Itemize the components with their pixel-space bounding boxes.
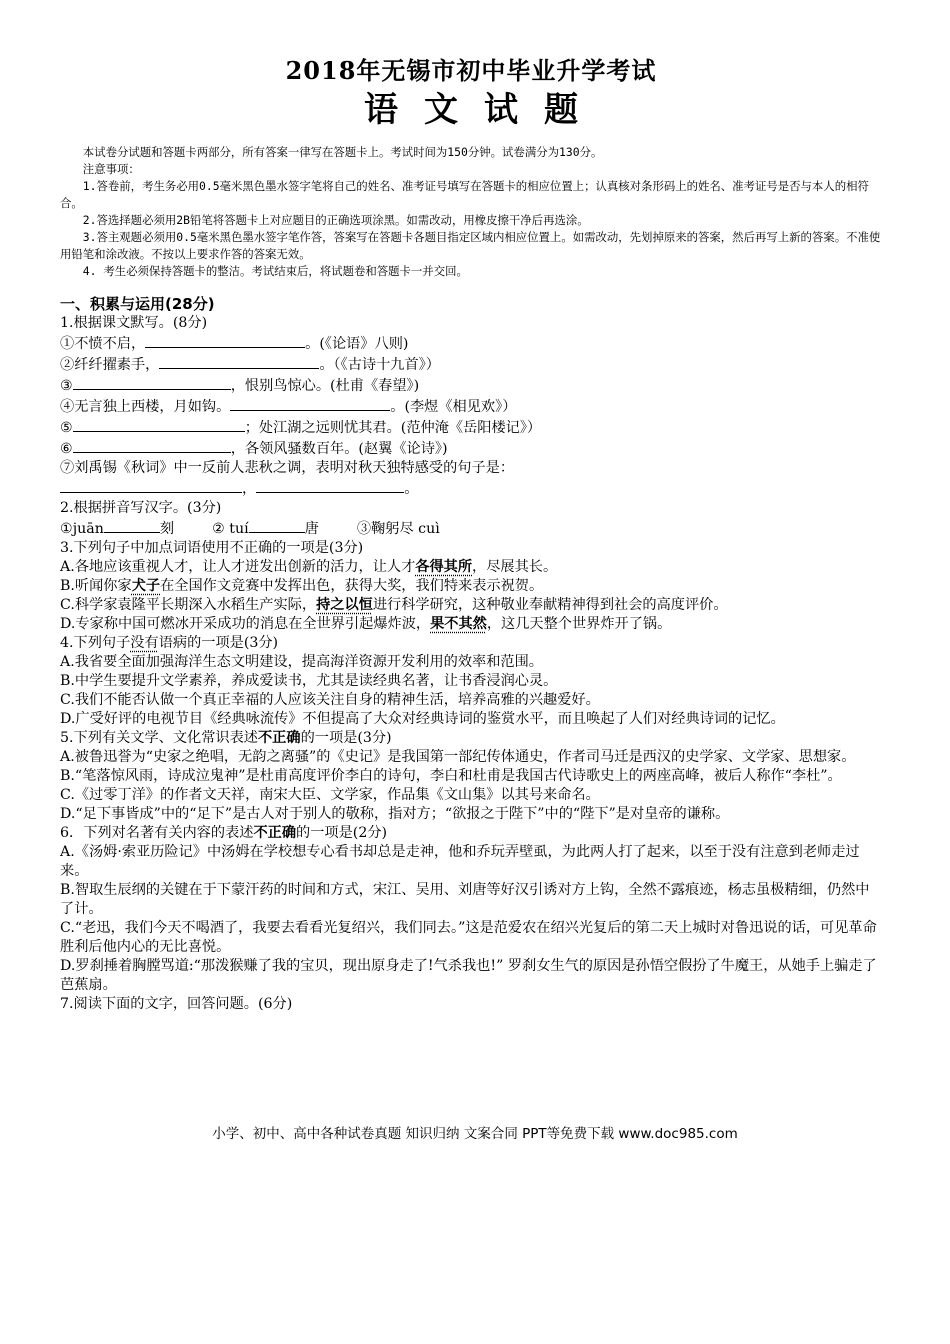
notice-item: 4. 考生必须保持答题卡的整洁。考试结束后，将试题卷和答题卡一并交回。 [82, 264, 468, 278]
q1-item-1: ①不愤不启， 。(《论语》八则) [60, 333, 882, 354]
q2-stem: 2.根据拼音写汉字。(3分) [60, 500, 222, 516]
q1-item-2: ②纤纤擢素手， 。（《古诗十九首》） [60, 354, 882, 375]
page-footer: 小学、初中、高中各种试卷真题 知识归纳 文案合同 PPT等免费下载 www.doc985.com [212, 1126, 738, 1142]
q6-option-a[interactable]: A.《汤姆·索亚历险记》中汤姆在学校想专心看书却总是走神，他和乔玩弄壁虱，为此两人打了起来，以至于没有注意到老师走过来。 [60, 844, 860, 879]
q3-option-d[interactable]: D.专家称中国可燃冰开采成功的消息在全世界引起爆炸波，果不其然，这几天整个世界炸开了锅。 [60, 616, 672, 632]
q3-option-b[interactable]: B.听闻你家犬子在全国作文竞赛中发挥出色，获得大奖，我们特来表示祝贺。 [60, 578, 544, 594]
q6-option-d[interactable]: D.罗刹捶着胸膛骂道:“那泼猴赚了我的宝贝，现出原身走了!气杀我也!” 罗刹女生气的原因是孙悟空假扮了牛魔王，从她手上骗走了芭蕉扇。 [60, 958, 877, 993]
q1-item-7-blanks: ， 。 [60, 478, 882, 499]
q3-option-c[interactable]: C.科学家袁隆平长期深入水稻生产实际，持之以恒进行科学研究，这种敬业奉献精神得到社会的高度评价。 [60, 597, 728, 613]
notice-item: 3.答主观题必须用0.5毫米黑色墨水签字笔作答，答案写在答题卡各题目指定区域内相应位置上。如需改动，先划掉原来的答案，然后再写上新的答案。不准使用铅笔和涂改液。不按以上要求作答的答案无效。 [60, 230, 881, 261]
q1-item-5: ⑤ ；处江湖之远则忧其君。(范仲淹《岳阳楼记》） [60, 417, 882, 438]
q3-option-a[interactable]: A.各地应该重视人才，让人才迸发出创新的活力，让人才各得其所，尽展其长。 [60, 559, 558, 575]
q5-option-b[interactable]: B.“笔落惊风雨，诗成泣鬼神”是杜甫高度评价李白的诗句，李白和杜甫是我国古代诗歌史上的两座高峰，被后人称作“李杜”。 [60, 768, 842, 784]
answer-blank[interactable] [73, 438, 231, 453]
exam-notice [60, 144, 882, 280]
answer-blank[interactable] [104, 518, 160, 533]
q4-stem: 4.下列句子没有语病的一项是(3分) [60, 635, 279, 651]
q1-item-3: ③ ，恨别鸟惊心。(杜甫《春望》) [60, 375, 882, 396]
q4-option-d[interactable]: D.广受好评的电视节目《经典咏流传》不但提高了大众对经典诗词的鉴赏水平，而且唤起了人们对经典诗词的记忆。 [60, 711, 785, 727]
answer-blank[interactable] [145, 333, 305, 348]
q1-item-4: ④无言独上西楼，月如钩。 。(李煜《相见欢》） [60, 396, 882, 417]
q2-items: ①juān 刻 ② tuí 唐 ③鞠躬尽 cuì [60, 518, 882, 539]
q4-option-c[interactable]: C.我们不能否认做一个真正幸福的人应该关注自身的精神生活，培养高雅的兴趣爱好。 [60, 692, 600, 708]
q4-option-a[interactable]: A.我省要全面加强海洋生态文明建设，提高海洋资源开发利用的效率和范围。 [60, 654, 543, 670]
answer-blank[interactable] [159, 354, 319, 369]
exam-page [60, 56, 882, 1014]
section-heading: 一、积累与运用(28分) [60, 295, 215, 313]
q1-stem: 1.根据课文默写。(8分) [60, 315, 208, 331]
q1-item-6: ⑥ ，各领风骚数百年。(赵翼《论诗》) [60, 438, 882, 459]
answer-blank[interactable] [256, 478, 404, 493]
q1-item-7: ⑦刘禹锡《秋词》中一反前人悲秋之调，表明对秋天独特感受的句子是： [60, 460, 515, 476]
notice-item: 2.答选择题必须用2B铅笔将答题卡上对应题目的正确选项涂黑。如需改动，用橡皮擦干净后再选涂。 [82, 213, 589, 227]
answer-blank[interactable] [73, 417, 245, 432]
q7-stem: 7.阅读下面的文字，回答问题。(6分) [60, 996, 293, 1012]
q5-option-a[interactable]: A.被鲁迅誉为“史家之绝唱，无韵之离骚”的《史记》是我国第一部纪传体通史，作者司马迁是西汉的史学家、文学家、思想家。 [60, 749, 856, 765]
notice-heading: 注意事项： [82, 162, 140, 176]
q6-option-c[interactable]: C.“老迅，我们今天不喝酒了，我要去看看光复绍兴，我们同去。”这是范爱农在绍兴光复后的第二天上城时对鲁迅说的话，可见革命胜利后他内心的无比喜悦。 [60, 920, 877, 955]
q5-stem: 5.下列有关文学、文化常识表述不正确的一项是(3分) [60, 730, 392, 746]
exam-title: 2018年无锡市初中毕业升学考试 [285, 56, 657, 85]
q5-option-d[interactable]: D.“足下事皆成”中的“足下”是古人对于别人的敬称，指对方；“欲报之于陛下”中的“陛下”是对皇帝的谦称。 [60, 806, 730, 822]
answer-blank[interactable] [249, 518, 305, 533]
notice-item: 1.答卷前，考生务必用0.5毫米黑色墨水签字笔将自己的姓名、准考证号填写在答题卡的相应位置上；认真核对条形码上的姓名、准考证号是否与本人的相符合。 [60, 179, 869, 210]
answer-blank[interactable] [230, 396, 390, 411]
answer-blank[interactable] [73, 375, 231, 390]
answer-blank[interactable] [60, 478, 242, 493]
q5-option-c[interactable]: C.《过零丁洋》的作者文天祥，南宋大臣、文学家，作品集《文山集》以其号来命名。 [60, 787, 600, 803]
q6-option-b[interactable]: B.智取生辰纲的关键在于下蒙汗药的时间和方式，宋江、吴用、刘唐等好汉引诱对方上钩，全然不露痕迹，杨志虽极精细，仍然中了计。 [60, 882, 870, 917]
q3-stem: 3.下列句子中加点词语使用不正确的一项是(3分) [60, 540, 364, 556]
notice-intro: 本试卷分试题和答题卡两部分，所有答案一律写在答题卡上。考试时间为150分钟。试卷满分为130分。 [82, 145, 603, 159]
q4-option-b[interactable]: B.中学生要提升文学素养，养成爱读书，尤其是读经典名著，让书香浸润心灵。 [60, 673, 558, 689]
exam-subtitle: 语文试题 [364, 90, 604, 130]
q6-stem: 6．下列对名著有关内容的表述不正确的一项是(2分) [60, 825, 388, 841]
